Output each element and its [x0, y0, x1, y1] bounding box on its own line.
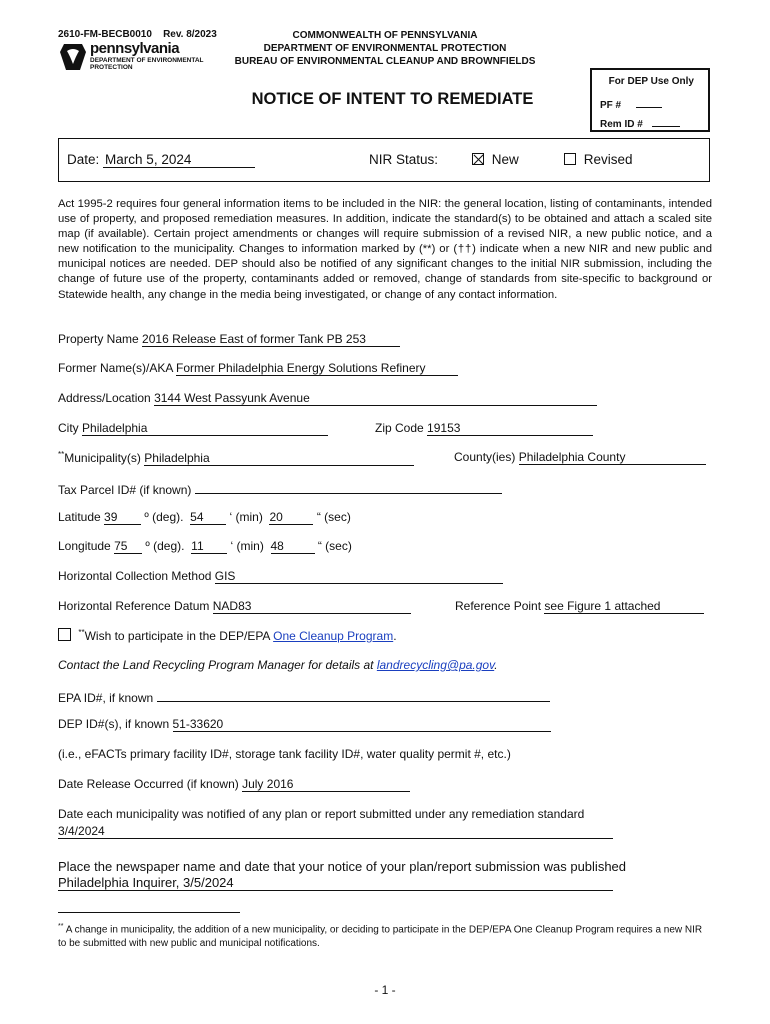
- footnote-marker: **: [58, 923, 64, 930]
- collection-method-field[interactable]: GIS: [215, 570, 503, 584]
- dep-use-heading: For DEP Use Only: [608, 76, 694, 87]
- epa-id-label: EPA ID#, if known: [58, 691, 154, 705]
- property-name-row: [58, 332, 400, 347]
- zip-field[interactable]: 19153: [427, 422, 593, 436]
- former-name-label: Former Name(s)/AKA: [58, 361, 173, 375]
- municipality-field[interactable]: Philadelphia: [144, 452, 414, 466]
- revised-label: Revised: [583, 152, 633, 167]
- one-cleanup-marker: **: [78, 628, 85, 637]
- contact-email-link[interactable]: landrecycling@pa.gov: [376, 658, 495, 672]
- longitude-seconds-field[interactable]: 48: [271, 540, 315, 554]
- id-examples-note: (i.e., eFACTs primary facility ID#, storage tank facility ID#, water quality permit #, etc.): [58, 747, 511, 761]
- former-name-field[interactable]: Former Philadelphia Energy Solutions Refinery: [176, 362, 458, 376]
- address-field[interactable]: 3144 West Passyunk Avenue: [154, 392, 597, 406]
- status-box: [58, 138, 710, 182]
- reference-datum-label: Horizontal Reference Datum: [58, 599, 210, 613]
- logo-subtitle: DEPARTMENT OF ENVIRONMENTAL PROTECTION: [90, 57, 204, 71]
- agency-line-3: BUREAU OF ENVIRONMENTAL CLEANUP AND BROWNFIELDS: [234, 56, 536, 67]
- contact-text: Contact the Land Recycling Program Manager for details at: [58, 658, 374, 672]
- release-date-row: [58, 777, 410, 792]
- address-row: [58, 391, 597, 406]
- address-label: Address/Location: [58, 391, 151, 405]
- status-new-option[interactable]: [472, 152, 519, 167]
- dep-id-label: DEP ID#(s), if known: [58, 717, 170, 731]
- municipality-row: [58, 450, 414, 466]
- city-row: [58, 421, 328, 436]
- pf-label: PF #: [600, 100, 622, 111]
- municipality-notified-row: [58, 824, 613, 839]
- tax-parcel-label: Tax Parcel ID# (if known): [58, 483, 192, 497]
- epa-id-row: [58, 688, 550, 705]
- longitude-label: Longitude: [58, 539, 111, 553]
- collection-method-row: [58, 569, 503, 584]
- degrees-unit: º (deg).: [145, 539, 185, 553]
- form-revision: Rev. 8/2023: [163, 29, 217, 40]
- keystone-logo-icon: [58, 42, 88, 72]
- municipality-label: Municipality(s): [64, 451, 141, 465]
- release-date-label: Date Release Occurred (if known): [58, 777, 239, 791]
- county-field[interactable]: Philadelphia County: [519, 451, 706, 465]
- new-label: New: [491, 152, 519, 167]
- new-checkbox[interactable]: [472, 153, 484, 165]
- property-name-field[interactable]: 2016 Release East of former Tank PB 253: [142, 333, 400, 347]
- footnote-text: A change in municipality, the addition of a new municipality, or deciding to participate in the DEP/EPA One Cleanup Program requires a new NIR to be submitted with new public and municipal notifications.: [58, 924, 703, 950]
- rem-id-row: [600, 115, 680, 130]
- municipality-notified-label: Date each municipality was notified of any plan or report submitted under any remediation standard: [58, 807, 585, 821]
- release-date-field[interactable]: July 2016: [242, 778, 410, 792]
- city-label: City: [58, 421, 79, 435]
- agency-line-2: DEPARTMENT OF ENVIRONMENTAL PROTECTION: [263, 43, 507, 54]
- longitude-degrees-field[interactable]: 75: [114, 540, 142, 554]
- date-row: [67, 152, 255, 168]
- reference-point-row: [455, 599, 704, 614]
- zip-label: Zip Code: [375, 421, 424, 435]
- reference-point-field[interactable]: see Figure 1 attached: [544, 600, 704, 614]
- longitude-minutes-field[interactable]: 11: [191, 540, 227, 554]
- county-row: [454, 450, 706, 465]
- latitude-minutes-field[interactable]: 54: [190, 511, 226, 525]
- one-cleanup-link[interactable]: One Cleanup Program: [273, 629, 394, 643]
- logo-wordmark: pennsylvania: [90, 40, 180, 57]
- municipality-marker: **: [58, 450, 65, 459]
- rem-id-field[interactable]: [652, 115, 680, 127]
- dep-use-box: [590, 68, 710, 132]
- latitude-label: Latitude: [58, 510, 101, 524]
- date-label: Date:: [67, 152, 100, 167]
- reference-point-label: Reference Point: [455, 599, 542, 613]
- seconds-unit: “ (sec): [316, 510, 351, 524]
- latitude-degrees-field[interactable]: 39: [104, 511, 141, 525]
- pa-dep-logo: [58, 40, 218, 74]
- newspaper-label: Place the newspaper name and date that your notice of your plan/report submission was published: [58, 859, 627, 874]
- latitude-seconds-field[interactable]: 20: [269, 511, 313, 525]
- reference-datum-field[interactable]: NAD83: [213, 600, 411, 614]
- dep-id-field[interactable]: 51-33620: [173, 718, 551, 732]
- minutes-unit: ‘ (min): [230, 539, 264, 553]
- seconds-unit: “ (sec): [317, 539, 352, 553]
- epa-id-field[interactable]: [157, 688, 550, 702]
- degrees-unit: º (deg).: [144, 510, 184, 524]
- dep-id-row: [58, 717, 551, 732]
- pf-number-row: [600, 96, 662, 111]
- nir-status-label: NIR Status:: [369, 152, 439, 167]
- page-number: - 1 -: [374, 983, 396, 997]
- one-cleanup-row: **Wish to participate in the DEP/EPA One Cleanup Program.: [58, 628, 397, 643]
- one-cleanup-label: Wish to participate in the DEP/EPA: [84, 629, 270, 643]
- revised-checkbox[interactable]: [564, 153, 576, 165]
- form-number: 2610-FM-BECB0010: [58, 29, 152, 40]
- agency-line-1: COMMONWEALTH OF PENNSYLVANIA: [292, 30, 478, 41]
- date-field[interactable]: March 5, 2024: [103, 152, 255, 168]
- instructions-paragraph: Act 1995-2 requires four general information items to be included in the NIR: the general location, listing of contaminants, intended use of property, and proposed remediation measures. In addition, indicate the standard(s) to be obtained and attach a scaled site map (if available). Certain project amendments or changes will require submission of a revised NIR, a new public notice, and a new notification to the municipality. Changes to information marked by (**) or (††) indicate when a new NIR and new public and municipal notices are needed. DEP should also be notified of any significant changes to the initial NIR submission, including the change of future use of the property, contaminants added or removed, change of standards from site-specific to background or Statewide health, any change in the media being investigated, or change of any contact information.: [58, 198, 712, 301]
- document-title: NOTICE OF INTENT TO REMEDIATE: [251, 90, 534, 108]
- collection-method-label: Horizontal Collection Method: [58, 569, 212, 583]
- footnote-divider: [58, 912, 240, 913]
- reference-datum-row: [58, 599, 411, 614]
- property-name-label: Property Name: [58, 332, 139, 346]
- latitude-row: [58, 510, 351, 525]
- county-label: County(ies): [454, 450, 516, 464]
- newspaper-field[interactable]: Philadelphia Inquirer, 3/5/2024: [58, 876, 613, 891]
- city-field[interactable]: Philadelphia: [82, 422, 328, 436]
- newspaper-row: [58, 875, 613, 891]
- former-name-row: [58, 361, 458, 376]
- one-cleanup-checkbox[interactable]: [58, 628, 71, 641]
- contact-row: Contact the Land Recycling Program Manager for details at landrecycling@pa.gov.: [58, 658, 498, 672]
- tax-parcel-field[interactable]: [195, 480, 502, 494]
- footnote: [58, 920, 712, 951]
- agency-header: [200, 29, 570, 68]
- form-id: [58, 29, 217, 40]
- pf-number-field[interactable]: [636, 96, 662, 108]
- status-revised-option[interactable]: [564, 152, 633, 167]
- zip-row: [375, 421, 593, 436]
- municipality-notified-field[interactable]: 3/4/2024: [58, 825, 613, 839]
- minutes-unit: ‘ (min): [229, 510, 263, 524]
- tax-parcel-row: [58, 480, 502, 497]
- rem-id-label: Rem ID #: [600, 119, 643, 130]
- longitude-row: [58, 539, 352, 554]
